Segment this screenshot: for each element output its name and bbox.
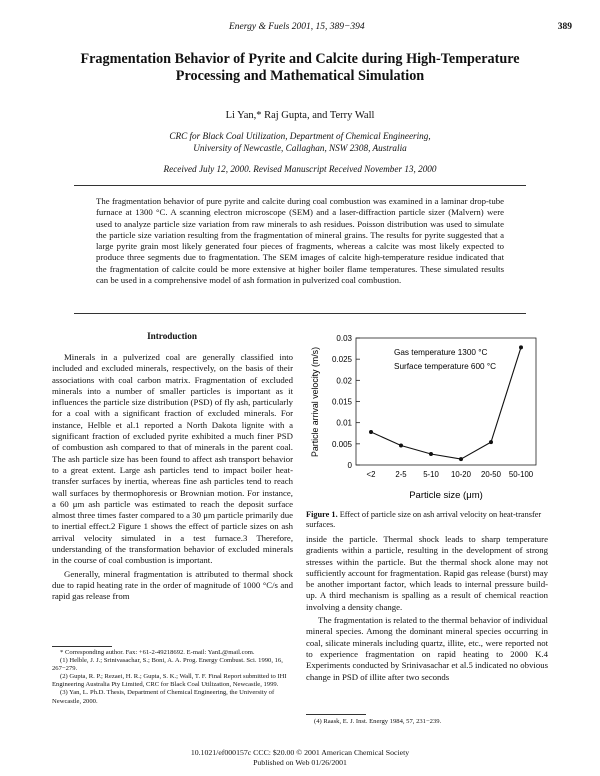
right-column-text (306, 534, 548, 683)
page-number: 389 (557, 22, 572, 32)
x-tick-label: 50-100 (508, 470, 534, 479)
affiliation-line-1: CRC for Black Coal Utilization, Department of Chemical Engineering, (169, 131, 431, 141)
affiliation-line-2: University of Newcastle, Callaghan, NSW 2308, Australia (193, 143, 407, 153)
footnote-rule-left (52, 646, 112, 647)
y-axis-label (310, 347, 320, 457)
x-tick-label: 2-5 (395, 470, 407, 479)
y-axis-label-text: Particle arrival velocity (m/s) (310, 347, 320, 457)
y-tick-label: 0.03 (336, 334, 352, 343)
right-paragraph-1: inside the particle. Thermal shock leads to sharp temperature gradients within a particle, resulting in the development of strong stresses within the particle. But the thermal shock alone may not sufficiently account for fragmentation. Rapid gas release (burst) may be another important factor, which leads to internal pressure build-up. A third mechanism is spalling as a result of chemical reaction involving a density change. (306, 534, 548, 612)
left-column-text (52, 352, 293, 603)
doi-copyright-line: 10.1021/ef000157c CCC: $20.00 © 2001 American Chemical Society (190, 748, 410, 757)
legend-gas-temperature: Gas temperature 1300 °C (394, 348, 488, 357)
abstract-bottom-rule (74, 313, 526, 314)
intro-paragraph-2: Generally, mineral fragmentation is attributed to thermal shock due to rapid heating rate in the order of magnitude of 1000 °C/s and rapid gas release from (52, 568, 293, 602)
caption-label: Figure 1. (306, 510, 338, 519)
y-tick-label: 0.005 (331, 439, 352, 449)
footnote-3: (3) Yan, L. Ph.D. Thesis, Department of Chemical Engineering, the University of Newcastle, 2000. (52, 689, 275, 705)
x-tick-label: 20-50 (481, 470, 501, 479)
y-tick-label: 0.02 (336, 376, 352, 386)
abstract-top-rule (74, 185, 526, 186)
data-point (519, 345, 523, 349)
intro-paragraph-1: Minerals in a pulverized coal are generally classified into included and excluded minerals, respectively, on the basis of their associations with coal carbon matrix. Fragmentation of excluded minerals into a number of smaller particles is important as it influences the particle size distribution (PSD) of fly ash, particularly for a coal with a significant fraction of excluded minerals. For instance, Helble et al.1 reported a North Dakota lignite with a significant fraction of excluded pyrite exhibited a much finer PSD of combustion ash compared to that of minerals in the parent coal. The ash particle size has been found to affect ash transport behavior to a great extent. Large ash particles tend to impact boiler heat-transfer surfaces by inertia, whereas fine ash particles tend to reach wall surfaces by thermophoresis or Brownian motion. For instance, a 60 μm ash particle was estimated to reach the deposit surface almost three times faster compared to a 30 μm particle primarily due to inertial effect.2 Figure 1 shows the effect of particle sizes on ash arrival velocity simulated in a test furnace.3 Therefore, understanding of the transformation behavior of excluded minerals in the course of coal combustion is important. (52, 352, 293, 566)
figure-1-chart (306, 332, 548, 504)
x-axis-ticks (367, 470, 534, 479)
abstract: The fragmentation behavior of pure pyrite and calcite during coal combustion was examined in a laminar drop-tube furnace at 1300 °C. A scanning electron microscope (SEM) and a laser-diffraction particle sizer (Malvern) were used to analyze particle size variation from raw minerals to ash residues. Poisson distribution was used to simulate the particle size variation resulting from the fragmentation of mineral grains. The results for pyrite suggested that a large pyrite grain most likely generated four pieces of fragments, whereas a calcite was most likely expected to produce three segments due to fragmentation. The SEM images of calcite high-temperature residue indicated that the fragmentation of calcite could be more extensive at higher boiler flame temperatures. These simulated results can be used in a comprehensive model of ash formation in pulverized coal combustion. (96, 196, 504, 285)
article-title: Fragmentation Behavior of Pyrite and Calcite during High-Temperature Processing and Mathematical Simulation (80, 51, 520, 84)
y-tick-label: 0.01 (336, 418, 352, 428)
x-axis-label: Particle size (μm) (409, 490, 483, 501)
running-header: Energy & Fuels 2001, 15, 389−394 (229, 22, 365, 32)
footnote-1: (1) Helble, J. J.; Srinivasachar, S.; Boni, A. A. Prog. Energy Combust. Sci. 1990, 16, 267−279. (52, 657, 283, 673)
x-tick-label: <2 (366, 470, 376, 479)
y-tick-label: 0.015 (331, 397, 352, 407)
footnotes-right (306, 718, 548, 726)
data-point (369, 430, 373, 434)
right-paragraph-2: The fragmentation is related to the thermal behavior of individual mineral species. Among the dominant mineral species occurring in coal, silicate minerals including quartz, illite, etc., were reported not to experience fragmentation on rapid heating to 2000 K.4 Experiments conducted by Srinivasachar et al.5 indicated no obvious change in PSD of illite after two seconds (306, 615, 548, 682)
footnote-corresponding: * Corresponding author. Fax: +61-2-49218692. E-mail: YanL@mail.com. (60, 649, 255, 656)
y-tick-label: 0.025 (331, 355, 352, 365)
y-tick-label: 0 (347, 461, 352, 470)
footnote-rule-right (306, 714, 366, 715)
figure-1-caption (306, 510, 546, 530)
plot-frame (356, 338, 536, 465)
footnote-2: (2) Gupta, R. P.; Rezaei, H. R.; Gupta, S. K.; Wall, T. F. Final Report submitted to IHI Engineering Australia Pty Limited, CRC for Black Coal Utilization, Newcastle, 1999. (52, 673, 287, 689)
legend-surface-temperature: Surface temperature 600 °C (394, 362, 497, 371)
received-dates: Received July 12, 2000. Revised Manuscript Received November 13, 2000 (163, 164, 437, 174)
x-tick-label: 10-20 (451, 470, 471, 479)
x-tick-label: 5-10 (423, 470, 439, 479)
section-heading-introduction: Introduction (147, 331, 197, 341)
data-point (399, 444, 403, 448)
publication-date: Published on Web 01/26/2001 (253, 758, 347, 767)
caption-text: Effect of particle size on ash arrival velocity on heat-transfer surfaces. (306, 510, 542, 529)
data-point (429, 452, 433, 456)
affiliation (0, 130, 600, 154)
data-point (489, 440, 493, 444)
author-list: Li Yan,* Raj Gupta, and Terry Wall (225, 110, 375, 121)
data-point (459, 457, 463, 461)
footnotes-left (52, 649, 293, 706)
footnote-4: (4) Raask, E. J. Inst. Energy 1984, 57, 231−239. (314, 718, 442, 725)
